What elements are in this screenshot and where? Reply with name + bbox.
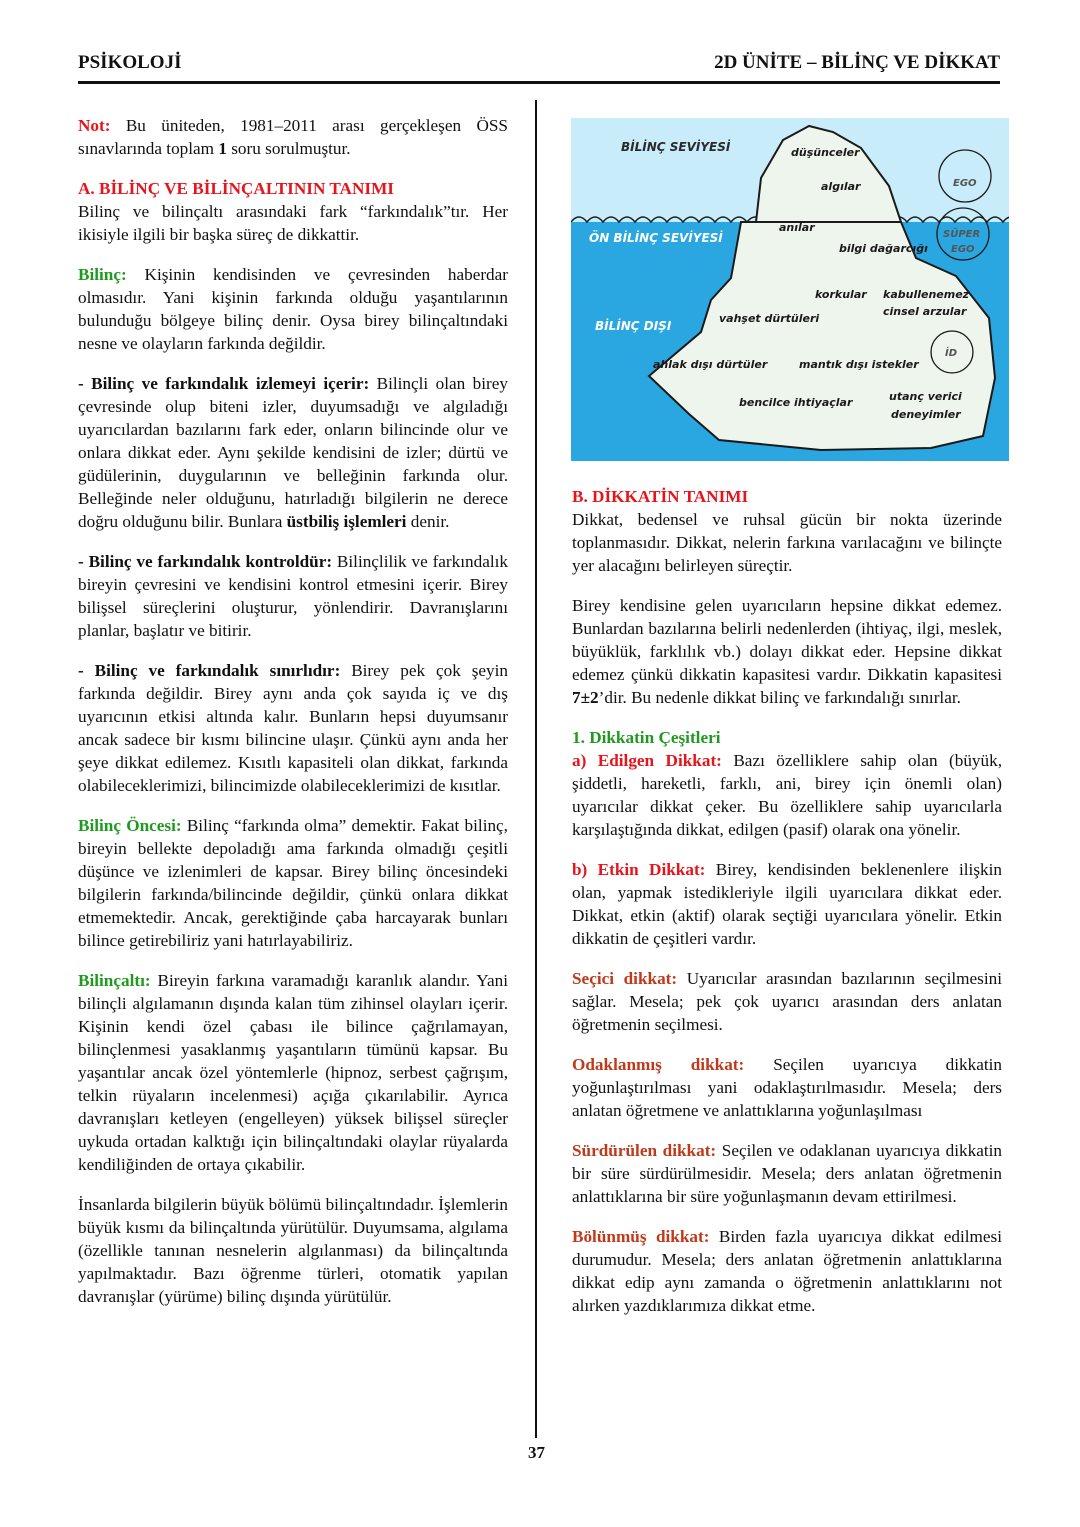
ustbilis-term: üstbiliş işlemleri: [286, 512, 407, 531]
section-b-title: B. DİKKATİN TANIMI: [572, 487, 749, 506]
bilinc-term: Bilinç:: [78, 265, 127, 284]
page-header: [78, 52, 1000, 84]
section-a-title: A. BİLİNÇ VE BİLİNÇALTININ TANIMI: [78, 179, 394, 198]
izleme-term: - Bilinç ve farkındalık izlemeyi içerir:: [78, 374, 370, 393]
bilinc-disi-label: BİLİNÇ DIŞI: [595, 319, 672, 333]
anilar-label: anılar: [779, 221, 815, 234]
bencilce-label: bencilce ihtiyaçlar: [739, 396, 853, 409]
etkin-paragraph: [572, 858, 1002, 950]
bilincalti-paragraph: [78, 969, 508, 1176]
section-a-text: Bilinç ve bilinçaltı arasındaki fark “farkındalık”tır. Her ikisiyle ilgili bir başka süreç de dikkattir.: [78, 202, 508, 244]
kontrol-text: Bilinçlilik ve farkındalık bireyin çevresini ve kendisini kontrol etmesini içerir. Birey bilişsel süreçlerini oluşturur, yönlendirir. Davranışlarını planlar, başlatır ve bitirir.: [78, 552, 508, 640]
bilinc-paragraph: [78, 263, 508, 355]
bilinc-seviyesi-label: BİLİNÇ SEVİYESİ: [621, 140, 731, 154]
secici-text: Uyarıcılar arasından bazılarının seçilmesini sağlar. Mesela; pek çok uyarıcı arasından ders anlatan öğretmenin seçilmesi.: [572, 969, 1002, 1034]
subject-title: PSİKOLOJİ: [78, 52, 182, 73]
utanc-label-1: utanç verici: [889, 390, 962, 403]
left-column: [78, 114, 508, 1325]
kontrol-term: - Bilinç ve farkındalık kontroldür:: [78, 552, 333, 571]
note-text-end: soru sorulmuştur.: [226, 139, 351, 158]
section-b-text: Dikkat, bedensel ve ruhsal gücün bir nokta üzerinde toplanmasıdır. Dikkat, nelerin farkına varılacağını ve bilinçte yer alacağını belirleyen süreçtir.: [572, 510, 1002, 575]
on-bilinc-label: ÖN BİLİNÇ SEVİYESİ: [589, 231, 723, 245]
super-ego-label: EGO: [951, 244, 975, 255]
bilincalti-text: Bireyin farkına varamadığı karanlık alandır. Yani bilinçli algılamanın dışında kalan tüm zihinsel olayları içerir. Kişinin kendi özel çabası ile bilince çağrılamayan, bilinçlenmesi yasaklanmış yaşantıların tümünü kapsar. Bu yaşantılar ancak özel yöntemlerle (hipnoz, serbest çağrışım, telkin rüyaların incelenmesi) açığa çıkarılabilir. Ayrıca davranışları ketleyen (engelleyen) yüksek bilişsel süreçler uykuda ortadan kalktığı için bilinçaltındaki olaylar rüyalarda kendiliğinden de ortaya çıkabilir.: [78, 971, 508, 1174]
oncesi-term: Bilinç Öncesi:: [78, 816, 182, 835]
sinirli-text: Birey pek çok şeyin farkında değildir. Birey aynı anda çok sayıda iç ve dış uyarıcının etkisi altında kalır. Bunların hepsi duyumsanır ancak sadece bir kısmı bilincine ulaşır. Çünkü aynı anda her şeye dikkat edilemez. Kısıtlı kapasiteli olan dikkat, farkında olabileceklerimizi, bilincimizde olabileceklerimizi de kısıtlar.: [78, 661, 508, 795]
cinsel-arzular-label: cinsel arzular: [883, 305, 967, 318]
odak-term: Odaklanmış dikkat:: [572, 1055, 745, 1074]
note-count: 1: [218, 139, 227, 158]
kontrol-paragraph: [78, 550, 508, 642]
odak-text: Seçilen uyarıcıya dikkatin yoğunlaştırılması yani odaklaştırılmasıdır. Mesela; ders anlatan öğretmene ve anlattıklarına yoğunlaşılması: [572, 1055, 1002, 1120]
page-number: 37: [528, 1443, 545, 1462]
secici-term: Seçici dikkat:: [572, 969, 678, 988]
note-text: Bu üniteden, 1981–2011 arası gerçekleşen ÖSS sınavlarında toplam: [78, 116, 508, 158]
unit-title: 2D ÜNİTE – BİLİNÇ VE DİKKAT: [714, 52, 1000, 73]
sinirli-paragraph: [78, 659, 508, 797]
bilinc-text: Kişinin kendisinden ve çevresinden haberdar olmasıdır. Yani kişinin farkında olduğu yaşantılarının bulunduğu bölgeye bilinç denir. Oysa birey bilinçaltındaki nesne ve olayların farkında değildir.: [78, 265, 508, 353]
bolun-paragraph: [572, 1225, 1002, 1317]
vahset-label: vahşet dürtüleri: [719, 312, 820, 325]
birey-end: ’dir. Bu nedenle dikkat bilinç ve farkındalığı sınırlar.: [598, 688, 961, 707]
bolun-term: Bölünmüş dikkat:: [572, 1227, 710, 1246]
super-label: SÜPER: [943, 229, 981, 240]
surdur-text: Seçilen ve odaklanan uyarıcıya dikkatin bir süre sürdürülmesidir. Mesela; ders anlatan öğretmenin anlattıklarına bir süre yoğunlaşmanın devam ettirilmesi.: [572, 1141, 1002, 1206]
etkin-term: b) Etkin Dikkat:: [572, 860, 706, 879]
bilincalti-term: Bilinçaltı:: [78, 971, 151, 990]
edilgen-text: Bazı özelliklere sahip olan (büyük, şiddetli, hareketli, farklı, ani, birey için önemli olan) uyarıcılar dikkat çeker. Bu özelliklere sahip uyarıcılarla karşılaştığında dikkat, edilgen (pasif) olarak ona yönelir.: [572, 751, 1002, 839]
surdur-paragraph: [572, 1139, 1002, 1208]
odak-paragraph: [572, 1053, 1002, 1122]
cesitler-paragraph: [572, 726, 1002, 841]
iceberg-figure: [571, 118, 1009, 461]
izleme-end: denir.: [406, 512, 450, 531]
algilar-label: algılar: [821, 180, 861, 193]
cesitler-title: 1. Dikkatin Çeşitleri: [572, 728, 721, 747]
bilgi-dagarcigi-label: bilgi dağarcığı: [839, 242, 928, 255]
note-label: Not:: [78, 116, 111, 135]
right-column: [572, 485, 1002, 1334]
dusunceler-label: düşünceler: [791, 146, 860, 159]
section-a: [78, 177, 508, 246]
ahlak-label: ahlak dışı dürtüler: [653, 358, 768, 371]
insanlarda-paragraph: İnsanlarda bilgilerin büyük bölümü bilinçaltındadır. İşlemlerin büyük kısmı da bilinçaltında yürütülür. Duyumsama, algılama (özellikle tanınan nesnelerin algılanması) da bilinçaltında yapılmaktadır. Bazı öğrenme türleri, otomatik yapılan davranışlar (yürüme) bilinç dışında yürütülür.: [78, 1195, 508, 1306]
ego-label: EGO: [953, 178, 977, 189]
korkular-label: korkular: [815, 288, 867, 301]
oncesi-paragraph: [78, 814, 508, 952]
izleme-text: Bilinçli olan birey çevresinde olup biteni izler, duyumsadığı ve algıladığı uyarıcılardan bazılarını fark eder, onların bilincinde olur ve onlara dikkat eder. Aynı şekilde kendisini de izler; dürtü ve güdülerinin, duygularının ve belleğinin farkında olur. Belleğinde neler olduğunu, hatırladığı bilgilerin ne derece doğru olduğunu bilir. Bunlara: [78, 374, 508, 531]
capacity-value: 7±2: [572, 688, 599, 707]
secici-paragraph: [572, 967, 1002, 1036]
izleme-paragraph: [78, 372, 508, 533]
birey-paragraph: [572, 594, 1002, 709]
note-paragraph: [78, 114, 508, 160]
utanc-label-2: deneyimler: [891, 408, 961, 421]
kabullenemez-label: kabullenemez: [883, 288, 970, 301]
id-label: İD: [945, 348, 958, 359]
surdur-term: Sürdürülen dikkat:: [572, 1141, 717, 1160]
birey-text: Birey kendisine gelen uyarıcıların hepsine dikkat edemez. Bunlardan bazılarına belirli nedenlerden (ihtiyaç, ilgi, meslek, büyüklük, farklılık vb.) dolayı dikkat eder. Hepsine dikkat edemez çünkü dikkatin kapasitesi vardır. Dikkatin kapasitesi: [572, 596, 1002, 684]
column-divider: [535, 100, 537, 1438]
edilgen-term: a) Edilgen Dikkat:: [572, 751, 722, 770]
section-b: [572, 485, 1002, 577]
mantik-label: mantık dışı istekler: [799, 358, 919, 371]
oncesi-text: Bilinç “farkında olma” demektir. Fakat bilinç, bireyin bellekte depoladığı ama farkında olmadığı çeşitli düşünce ve izlenimleri de kapsar. Birey bilinç öncesindeki bilgilerin farkında/bilincinde değildir, çünkü onlara dikkat etmemektedir. Ancak, gerektiğinde çaba harcayarak bunları bilince getirebiliriz yani hatırlayabiliriz.: [78, 816, 508, 950]
etkin-text: Birey, kendisinden beklenenlere ilişkin olan, yapmak istedikleriyle ilgili uyarıcılara dikkat eder. Dikkat, etkin (aktif) olarak seçtiği uyarıcılara yönelir. Etkin dikkatin de çeşitleri vardır.: [572, 860, 1002, 948]
bolun-text: Birden fazla uyarıcıya dikkat edilmesi durumudur. Mesela; ders anlatan öğretmenin anlattıklarına dikkat edip aynı zamanda o öğretmenin anlattıklarını not alırken yazdıklarımıza dikkat etme.: [572, 1227, 1002, 1315]
sinirli-term: - Bilinç ve farkındalık sınırlıdır:: [78, 661, 341, 680]
